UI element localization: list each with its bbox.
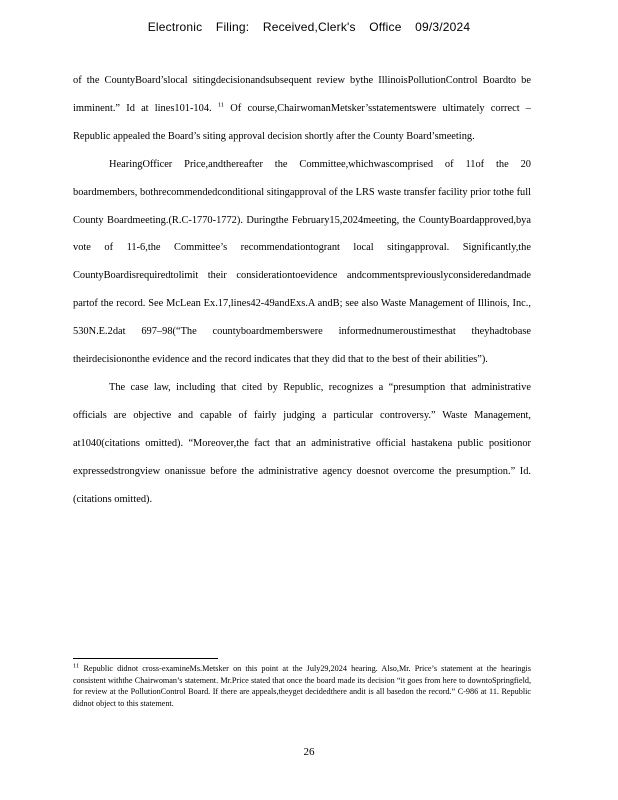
- paragraph-3: The case law, including that cited by Republic, recognizes a “presumption that administrative officials are objective and capable of fairly judging a particular controversy.” Waste Management, at1040(citations omitted). “Moreover,the fact that an administrative official hastakena public positionor expressedstrongview onanissue before the administrative agency doesnot overcome the presumption.” Id. (citations omitted).: [73, 381, 531, 505]
- body-text: [73, 67, 531, 514]
- page-number: 26: [303, 746, 315, 758]
- footnote-text: Republic didnot cross-examineMs.Metsker on this point at the July29,2024 hearing. Also,Mr. Price’s statement at the hearingis consistent withthe Chairwoman’s statement. Mr.Price stated that once the board made its decision “it goes from here to downtoSpringfield, for review at the PollutionControl Board. If there are appeals,theyget decidedthere andit is all basedon the record.” C-986 at 11. Republic didnot object to this statement.: [73, 664, 531, 708]
- footnote: [73, 663, 531, 709]
- footnote-reference[interactable]: 11: [217, 101, 225, 109]
- filing-header: Electronic Filing: Received,Clerk's Office 09/3/2024: [147, 20, 471, 34]
- footnote-number: 11: [73, 662, 80, 670]
- paragraph-1: [73, 67, 531, 151]
- paragraph-1-text-b: Of course,ChairwomanMetsker’sstatementswere ultimately correct – Republic appealed the Board’s siting approval decision shortly after the County Board’smeeting.: [73, 102, 531, 142]
- footnote-separator: [73, 658, 218, 659]
- paragraph-1-text-a: of the CountyBoard’slocal sitingdecisionandsubsequent review bythe IllinoisPollutionControl Boardto be imminent.” Id at lines101-104.: [73, 75, 531, 114]
- paragraph-2: HearingOfficer Price,andthereafter the Committee,whichwascomprised of 11of the 20 boardmembers, bothrecommendedconditional sitingapproval of the LRS waste transfer facility prior tothe full County Boardmeeting.(R.C-1770-1772). Duringthe February15,2024meeting, the CountyBoardapproved,bya vote of 11-6,the Committee’s recommendationtogrant local sitingapproval. Significantly,the CountyBoardisrequiredtolimit their considerationtoevidence andcommentspreviouslyconsideredandmade partof the record. See McLean Ex.17,lines42-49andExs.A andB; see also Waste Management of Illinois, Inc., 530N.E.2dat 697–98(“The countyboardmemberswere informednumeroustimesthat theyhadtobase theirdecisiononthe evidence and the record indicates that they did that to the best of their abilities”).: [73, 158, 531, 366]
